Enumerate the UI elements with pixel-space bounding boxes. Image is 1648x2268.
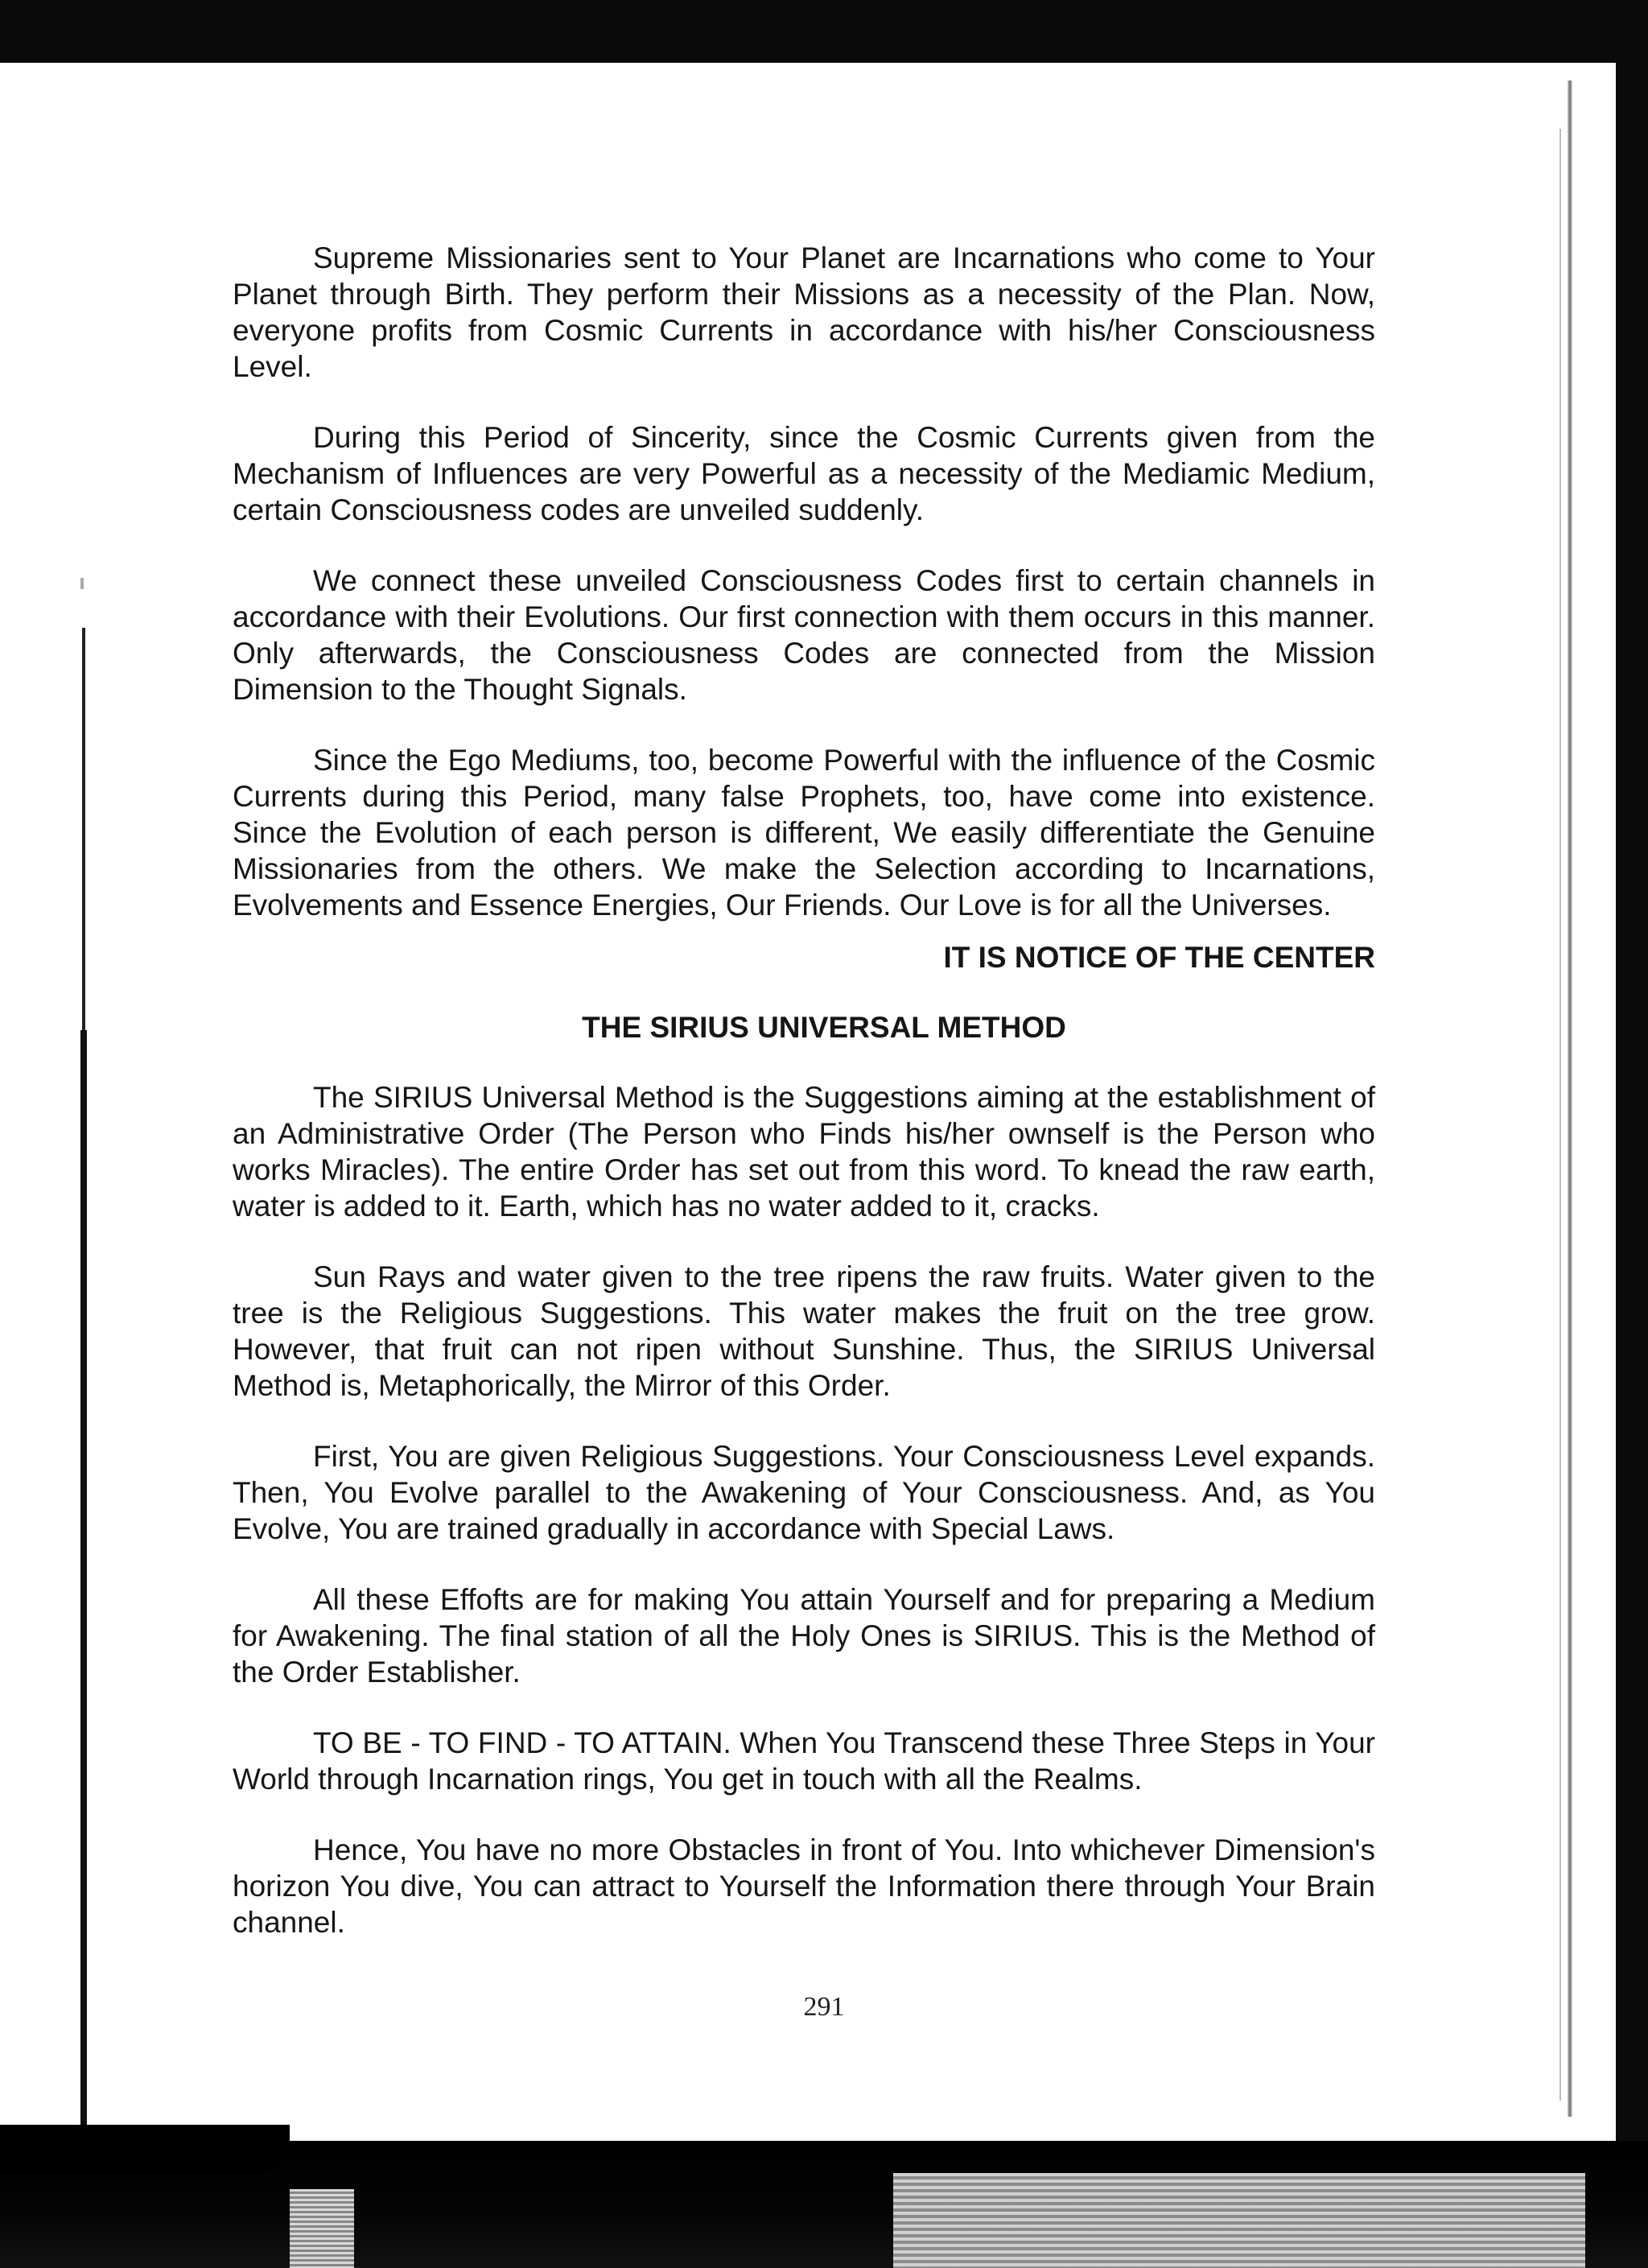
paragraph: Hence, You have no more Obstacles in front of You. Into whichever Dimension's horizon You dive, You can attract to Yourself the Information there through Your Brain channel. (233, 1833, 1375, 1939)
paragraph: We connect these unveiled Consciousness Codes first to certain channels in accordance with their Evolutions. Our first connection with them occurs in this manner. Only afterwards, the Consciousness Codes are connected from the Mission Dimension to the Thought Signals. (233, 564, 1375, 706)
paragraph: First, You are given Religious Suggestions. Your Consciousness Level expands. Then, You Evolve parallel to the Awakening of Your Consciousness. And, as You Evolve, You are trained gradually in accordance with Special Laws. (233, 1440, 1375, 1545)
paragraph: Supreme Missionaries sent to Your Planet are Incarnations who come to Your Planet through Birth. They perform their Missions as a necessity of the Plan. Now, everyone profits from Cosmic Currents in accordance with his/her Consciousness Level. (233, 241, 1375, 383)
paragraph: During this Period of Sincerity, since the Cosmic Currents given from the Mechanism of Influences are very Powerful as a necessity of the Mediamic Medium, certain Consciousness codes are unveiled suddenly. (233, 421, 1375, 526)
paragraph: All these Effofts are for making You attain Yourself and for preparing a Medium for Awakening. The final station of all the Holy Ones is SIRIUS. This is the Method of the Order Establisher. (233, 1583, 1375, 1689)
page-number: 291 (803, 1992, 845, 2022)
scan-left-edge-dark (80, 1030, 87, 2157)
scan-left-mark (80, 578, 84, 589)
scan-right-border (1616, 0, 1648, 2268)
scan-bottom-streaks-right (893, 2173, 1585, 2268)
paragraph: Sun Rays and water given to the tree ripens the raw fruits. Water given to the tree is the Religious Suggestions. This water makes the fruit on the tree grow. However, that fruit can not ripen without Sunshine. Thus, the SIRIUS Universal Method is, Metaphorically, the Mirror of this Order. (233, 1260, 1375, 1402)
scan-page-edge (1568, 80, 1572, 2117)
scan-top-border (0, 0, 1648, 63)
scan-bottom-streaks-left (290, 2189, 354, 2268)
scan-bottom-corner (0, 2125, 290, 2173)
scan-page-edge-inner (1559, 129, 1561, 2101)
notice-signature: IT IS NOTICE OF THE CENTER (943, 941, 1375, 974)
paragraph: Since the Ego Mediums, too, become Powerful with the influence of the Cosmic Currents during this Period, many false Prophets, too, have come into existence. Since the Evolution of each person is different, We easily differentiate the Genuine Missionaries from the others. We make the Selection according to Incarnations, Evolvements and Essence Energies, Our Friends. Our Love is for all the Universes. (233, 744, 1375, 922)
section-heading: THE SIRIUS UNIVERSAL METHOD (582, 1011, 1066, 1044)
paragraph: TO BE - TO FIND - TO ATTAIN. When You Transcend these Three Steps in Your World through Incarnation rings, You get in touch with all the Realms. (233, 1726, 1375, 1796)
paragraph: The SIRIUS Universal Method is the Suggestions aiming at the establishment of an Administrative Order (The Person who Finds his/her ownself is the Person who works Miracles). The entire Order has set out from this word. To knead the raw earth, water is added to it. Earth, which has no water added to it, cracks. (233, 1081, 1375, 1223)
page-body (233, 240, 1375, 1975)
